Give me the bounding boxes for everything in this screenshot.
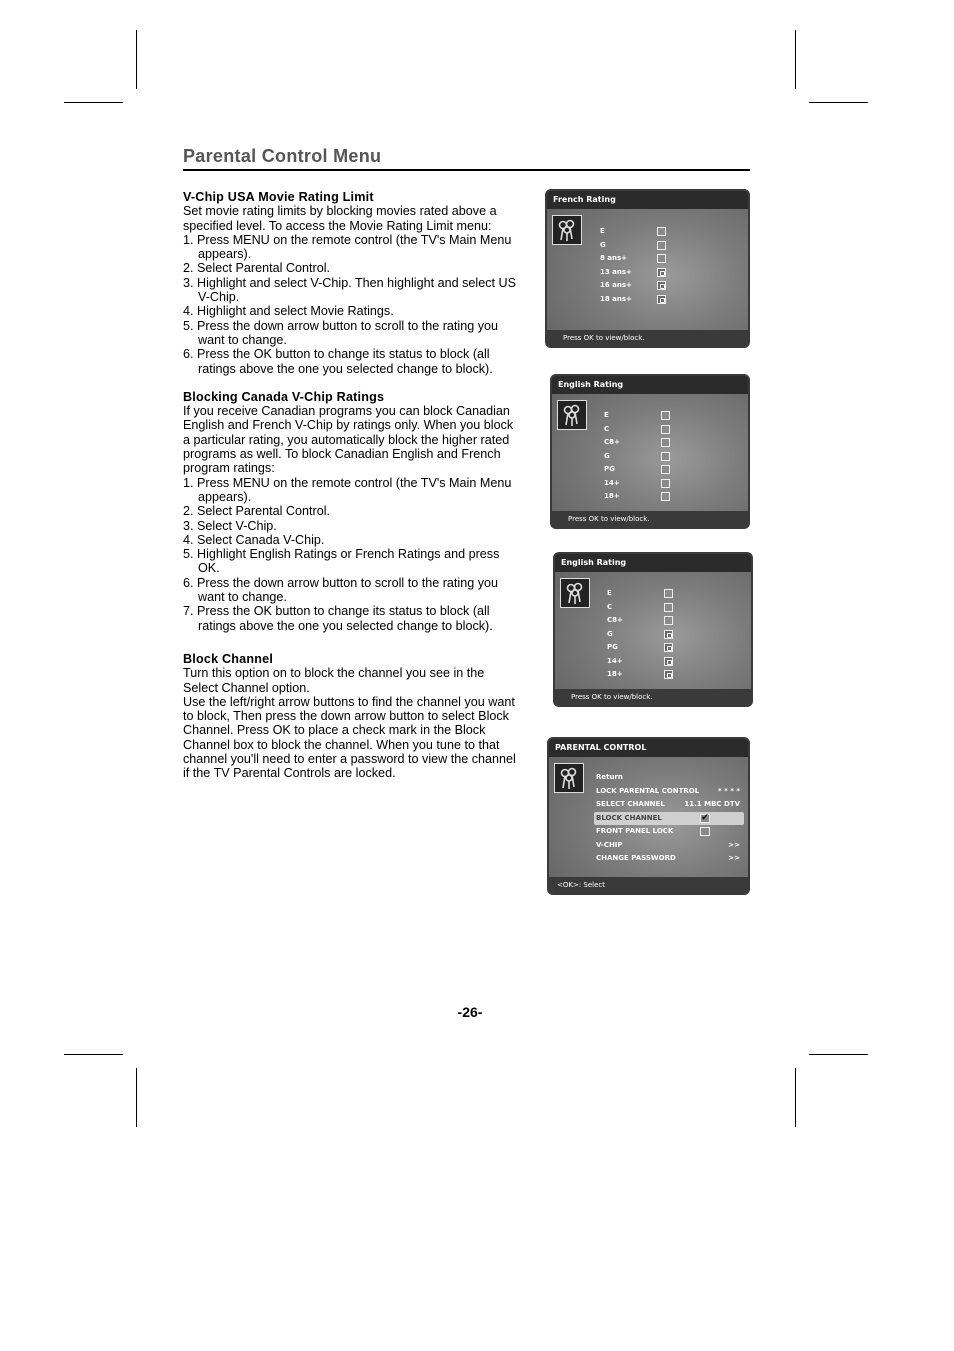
password-mask: * * * * — [718, 786, 740, 795]
screen-header: French Rating — [547, 191, 748, 209]
rating-label: PG — [607, 643, 618, 651]
rating-label: 18+ — [604, 492, 620, 500]
page-number: -26- — [457, 1004, 483, 1020]
block-checkbox[interactable] — [664, 616, 673, 625]
front-panel-checkbox[interactable] — [700, 827, 710, 836]
rating-label: E — [600, 227, 605, 235]
rating-row[interactable] — [604, 450, 670, 464]
submenu-arrow-icon: >> — [728, 840, 740, 849]
vchip-usa-step: 2. Select Parental Control. — [183, 261, 331, 276]
vchip-usa-step: 6. Press the OK button to change its status to block (all ratings above the one you selected change to block). — [183, 347, 493, 376]
block-channel-para: Use the left/right arrow buttons to find the channel you want to block, Then press the down arrow button to select Block Channel. Press OK to place a check mark in the Block Channel box to block the channel. When you tune to that channel you'll need to enter a password to view the channel if the TV Parental Controls are locked. — [183, 694, 516, 781]
rating-row[interactable] — [607, 614, 673, 628]
vchip-usa-step: 4. Highlight and select Movie Ratings. — [183, 304, 394, 319]
menu-item-change-password[interactable]: CHANGE PASSWORD >> — [594, 852, 744, 866]
canada-step: 4. Select Canada V-Chip. — [183, 532, 325, 547]
checkmark-icon[interactable]: ✔ — [701, 812, 709, 823]
rating-label: G — [604, 451, 610, 460]
rating-row[interactable] — [607, 628, 673, 642]
block-checkbox[interactable] — [657, 254, 666, 263]
block-checkbox[interactable] — [657, 227, 666, 236]
rating-row[interactable] — [604, 490, 670, 504]
screen-footer: <OK>: Select — [549, 877, 748, 893]
rating-label: 8 ans+ — [600, 254, 628, 262]
canada-step: 6. Press the down arrow button to scroll to the rating you want to change. — [183, 575, 499, 605]
crop-mark — [809, 102, 868, 103]
block-checkbox[interactable] — [661, 479, 670, 488]
canada-step: 2. Select Parental Control. — [183, 504, 331, 519]
rating-row[interactable] — [604, 409, 670, 423]
rating-label: 16 ans+ — [600, 281, 632, 289]
block-checkbox[interactable] — [664, 589, 673, 598]
screen-footer: Press OK to view/block. — [555, 689, 751, 705]
block-checkbox[interactable] — [661, 452, 670, 461]
rating-row[interactable] — [600, 266, 666, 280]
body-text — [183, 190, 518, 781]
crop-mark — [809, 1054, 868, 1055]
canada-step: 3. Select V-Chip. — [183, 518, 277, 533]
menu-item-select-channel[interactable]: SELECT CHANNEL 11.1 MBC DTV — [594, 798, 744, 812]
rating-label: E — [607, 589, 612, 597]
block-checkbox[interactable] — [661, 425, 670, 434]
screen-header: PARENTAL CONTROL — [549, 739, 748, 757]
vchip-usa-intro: Set movie rating limits by blocking movies rated above a specified level. To access the Movie Rating Limit menu: — [183, 204, 497, 233]
crop-mark — [64, 1054, 123, 1055]
rating-label: 14+ — [604, 478, 620, 487]
rating-label: C — [607, 602, 613, 611]
french-rating-screen — [545, 189, 750, 348]
vchip-usa-step: 3. Highlight and select V-Chip. Then highlight and select US V-Chip. — [183, 275, 517, 305]
page-title: Parental Control Menu — [183, 146, 382, 166]
rating-list — [604, 409, 670, 504]
menu-item-front-panel-lock[interactable]: FRONT PANEL LOCK — [594, 825, 744, 839]
rating-row[interactable] — [600, 225, 666, 239]
lock-icon[interactable] — [657, 281, 666, 290]
rating-row[interactable] — [604, 423, 670, 437]
lock-icon[interactable] — [664, 643, 673, 652]
vchip-usa-step: 1. Press MENU on the remote control (the TV's Main Menu appears). — [183, 232, 512, 262]
block-checkbox[interactable] — [661, 465, 670, 474]
rating-row[interactable] — [607, 668, 673, 682]
block-checkbox[interactable] — [661, 438, 670, 447]
rating-row[interactable] — [604, 477, 670, 491]
keys-icon — [552, 215, 582, 245]
lock-icon[interactable] — [657, 268, 666, 277]
block-checkbox[interactable] — [664, 603, 673, 612]
block-checkbox[interactable] — [657, 241, 666, 250]
english-rating-screen-locked — [553, 552, 753, 707]
lock-icon[interactable] — [664, 670, 673, 679]
rating-row[interactable] — [600, 239, 666, 253]
rating-row[interactable] — [604, 436, 670, 450]
rating-label: 18+ — [607, 670, 623, 678]
rating-label: C8+ — [604, 438, 620, 446]
rating-row[interactable] — [607, 601, 673, 615]
canada-step: 5. Highlight English Ratings or French Ratings and press OK. — [183, 547, 500, 576]
rating-row[interactable] — [600, 293, 666, 307]
crop-mark — [795, 30, 796, 89]
rating-label: PG — [604, 465, 615, 473]
menu-item-block-channel[interactable]: BLOCK CHANNEL ✔ — [594, 812, 744, 826]
rating-row[interactable] — [607, 655, 673, 669]
english-rating-screen — [550, 374, 750, 529]
section-heading-canada: Blocking Canada V-Chip Ratings — [183, 389, 385, 404]
section-heading-vchip-usa: V-Chip USA Movie Rating Limit — [183, 190, 374, 204]
screen-footer: Press OK to view/block. — [552, 511, 748, 527]
keys-icon — [560, 578, 590, 608]
rating-row[interactable] — [600, 252, 666, 266]
canada-intro: If you receive Canadian programs you can block Canadian English and French V-Chip by ratings only. When you block a particular rating, you automatically block the higher rated programs as well. To block Canadian English and French program ratings: — [183, 404, 514, 476]
rating-row[interactable] — [607, 587, 673, 601]
canada-step: 1. Press MENU on the remote control (the TV's Main Menu appears). — [183, 475, 512, 504]
rating-label: C8+ — [607, 616, 623, 624]
screen-header: English Rating — [555, 554, 751, 572]
keys-icon — [554, 763, 584, 793]
menu-item-lock-parental-control[interactable]: LOCK PARENTAL CONTROL * * * * — [594, 785, 744, 799]
screen-footer: Press OK to view/block. — [547, 330, 748, 346]
vchip-usa-step: 5. Press the down arrow button to scroll to the rating you want to change. — [183, 318, 499, 347]
channel-value: 11.1 MBC DTV — [684, 800, 740, 808]
menu-item-return[interactable]: Return — [596, 773, 623, 781]
rating-label: E — [604, 411, 609, 419]
rating-list — [607, 587, 673, 682]
title-divider — [183, 169, 750, 171]
block-checkbox[interactable] — [661, 492, 670, 501]
parental-control-screen — [547, 737, 750, 895]
rating-label: 18 ans+ — [600, 294, 632, 303]
block-channel-para: Turn this option on to block the channel you see in the Select Channel option. — [183, 666, 485, 695]
rating-row[interactable] — [604, 463, 670, 477]
rating-label: C — [604, 424, 610, 433]
rating-label: G — [607, 629, 613, 638]
crop-mark — [64, 102, 123, 103]
block-checkbox[interactable] — [661, 411, 670, 420]
rating-row[interactable] — [607, 641, 673, 655]
rating-label: 13 ans+ — [600, 267, 632, 276]
crop-mark — [136, 1068, 137, 1127]
canada-step: 7. Press the OK button to change its status to block (all ratings above the one you selected change to block). — [183, 604, 493, 633]
section-heading-block-channel: Block Channel — [183, 651, 274, 666]
crop-mark — [795, 1068, 796, 1127]
menu-item-v-chip[interactable]: V-CHIP >> — [594, 839, 744, 853]
lock-icon[interactable] — [657, 295, 666, 304]
keys-icon — [557, 400, 587, 430]
rating-label: 14+ — [607, 656, 623, 665]
submenu-arrow-icon: >> — [728, 854, 740, 862]
rating-row[interactable] — [600, 279, 666, 293]
lock-icon[interactable] — [664, 657, 673, 666]
parental-menu — [594, 771, 744, 866]
rating-list — [600, 225, 666, 306]
rating-label: G — [600, 240, 606, 249]
crop-mark — [136, 30, 137, 89]
lock-icon[interactable] — [664, 630, 673, 639]
screen-header: English Rating — [552, 376, 748, 394]
